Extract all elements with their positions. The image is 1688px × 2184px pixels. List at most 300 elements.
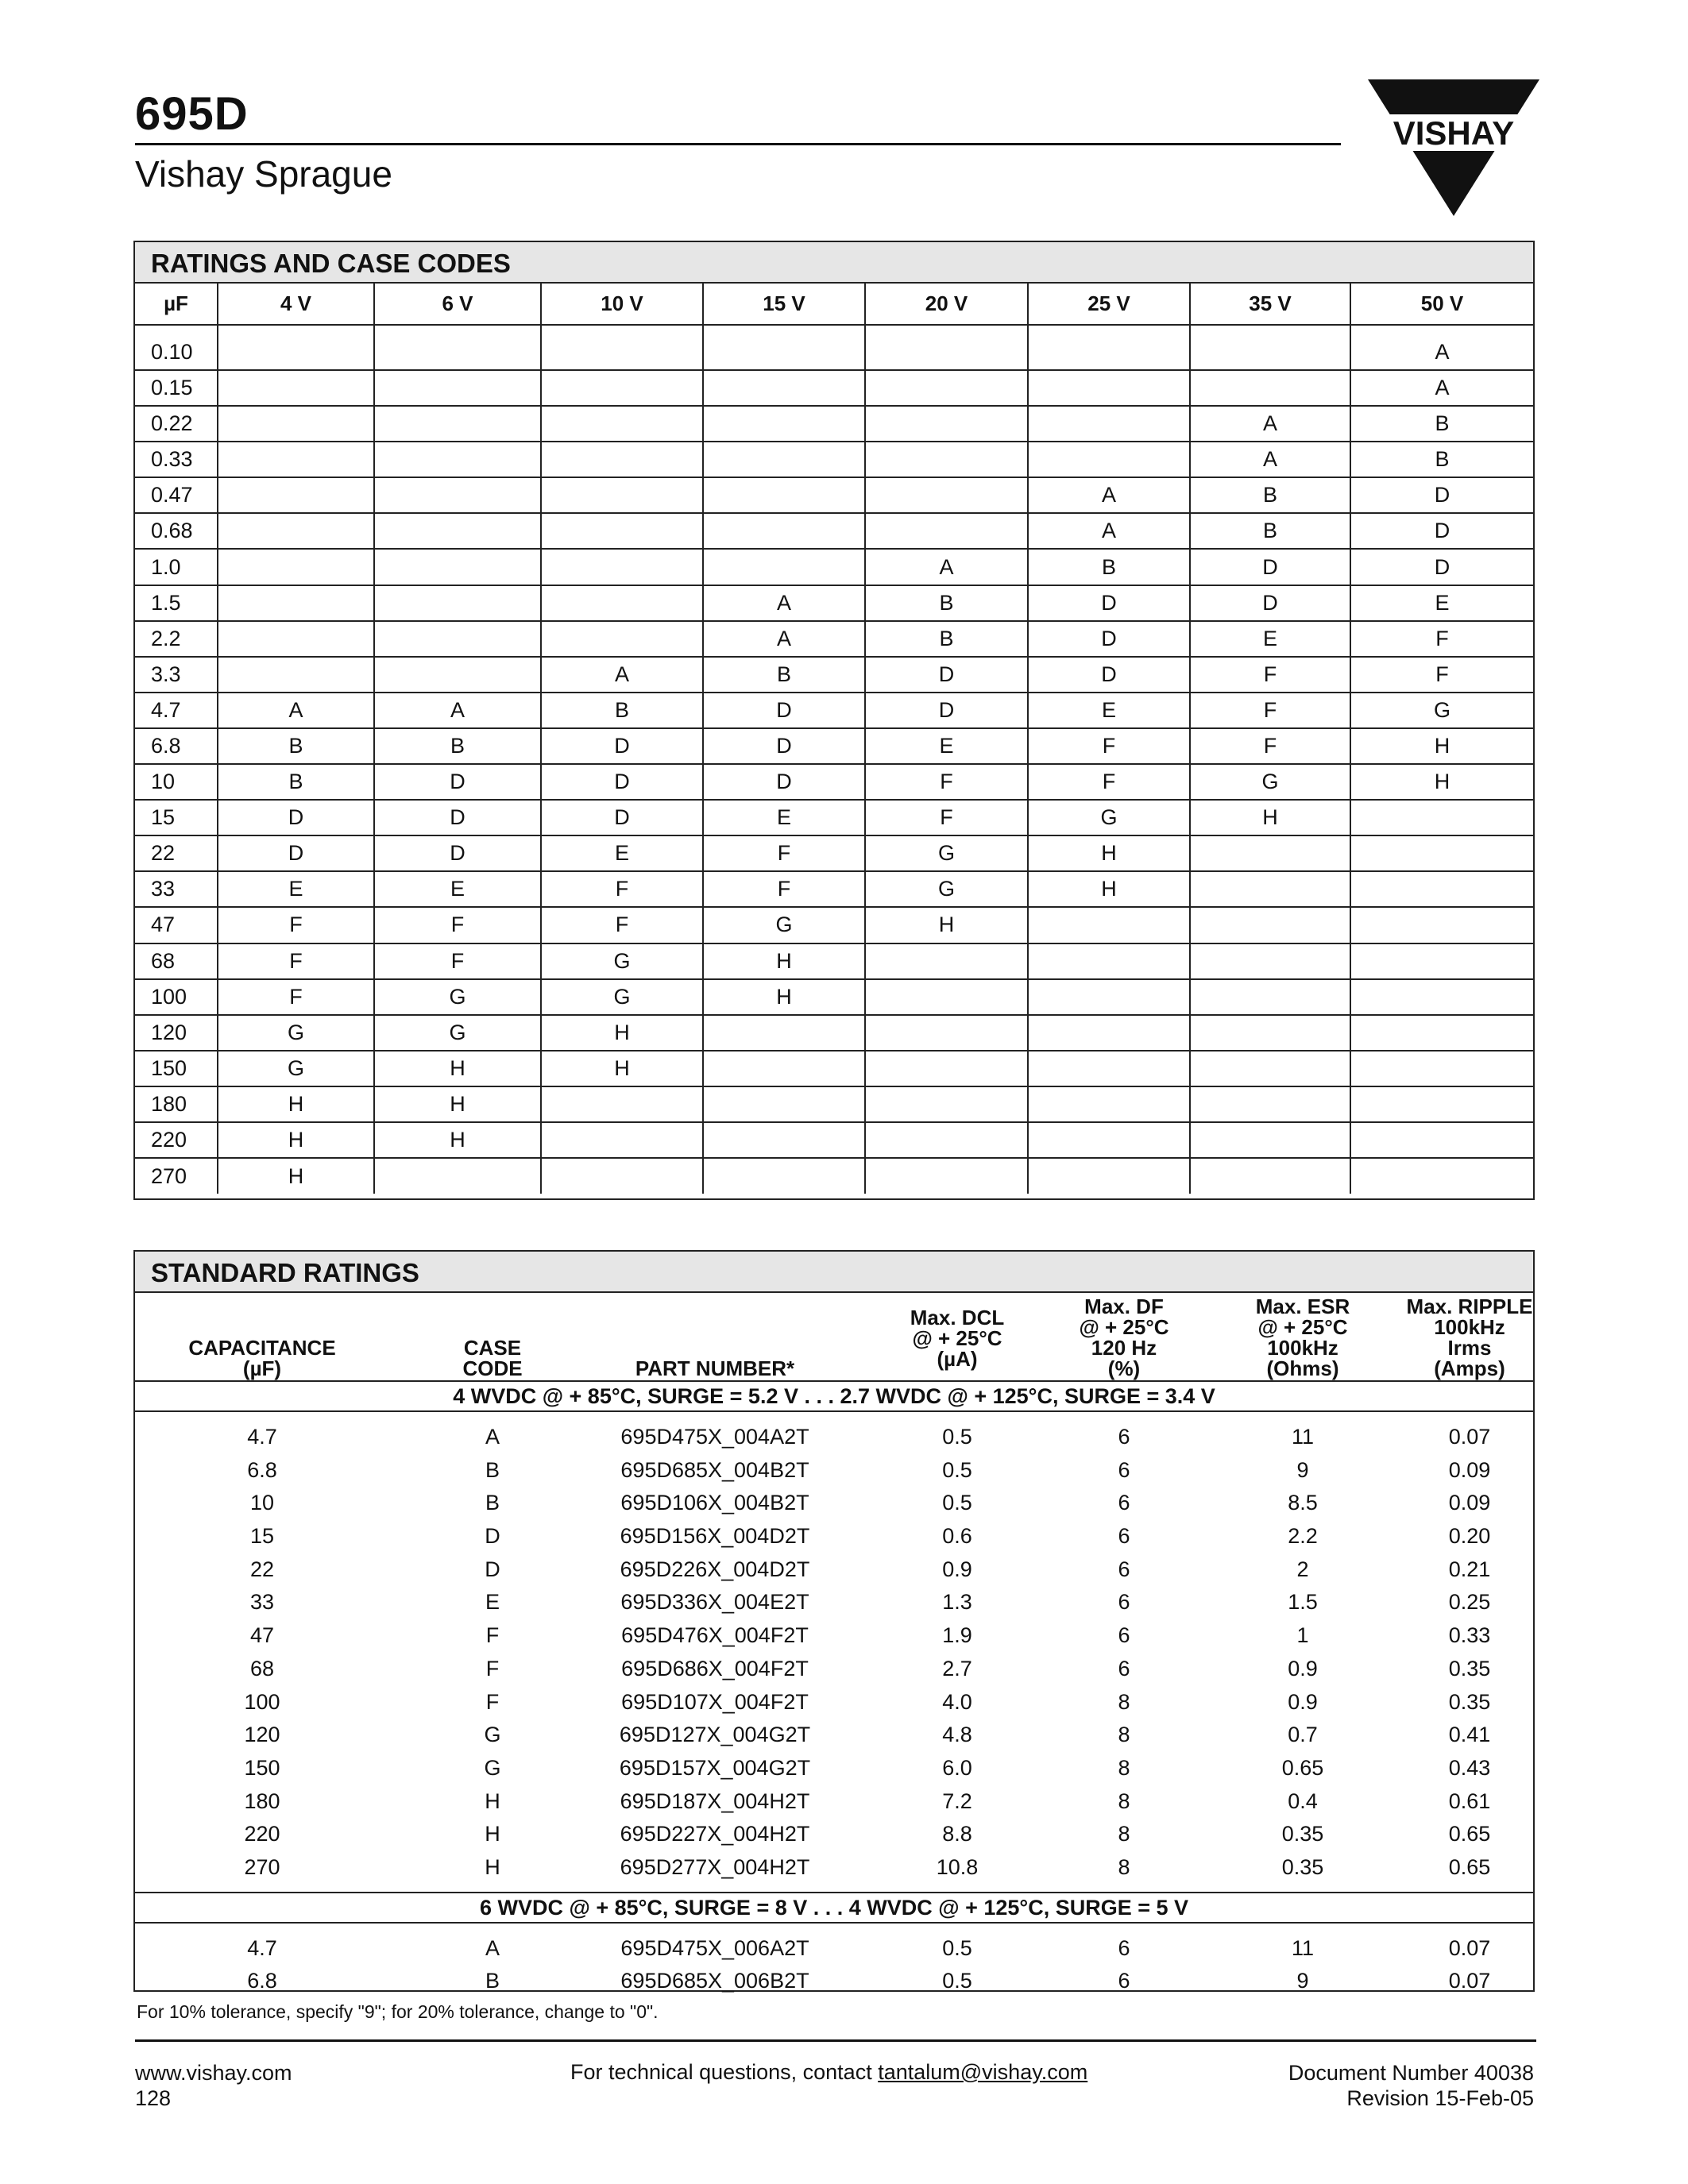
case-code-cell xyxy=(1350,943,1533,979)
case-code-cell: F xyxy=(1028,764,1190,800)
max-df-cell: 6 xyxy=(1118,1557,1130,1581)
header-line: (µA) xyxy=(937,1347,978,1371)
max-esr-cell: 0.65 xyxy=(1281,1755,1324,1780)
max-esr-cell: 0.9 xyxy=(1288,1689,1318,1714)
capacitance-value: 2.2 xyxy=(135,621,218,657)
case-code-cell: D xyxy=(485,1557,500,1581)
case-code-cell: G xyxy=(541,943,703,979)
capacitance-value: 180 xyxy=(135,1086,218,1122)
case-code-cell xyxy=(703,1086,865,1122)
part-number-cell: 695D476X_004F2T xyxy=(621,1623,809,1648)
max-dcl-cell: 0.5 xyxy=(942,1969,972,1993)
case-code-cell: F xyxy=(485,1656,500,1680)
case-code-cell: E xyxy=(865,728,1028,764)
header-line: Max. RIPPLE xyxy=(1406,1295,1533,1318)
capacitance-cell: 180 xyxy=(244,1788,280,1813)
case-code-cell xyxy=(541,621,703,657)
part-number-cell: 695D227X_004H2T xyxy=(620,1822,810,1846)
max-dcl-cell: 0.6 xyxy=(942,1524,972,1549)
capacitance-cell: 100 xyxy=(244,1689,280,1714)
case-code-cell: D xyxy=(541,728,703,764)
website-link[interactable]: www.vishay.com xyxy=(135,2061,292,2085)
case-code-cell: E xyxy=(1028,693,1190,728)
case-code-cell xyxy=(218,325,374,370)
case-code-cell: B xyxy=(1190,513,1350,549)
case-code-cell xyxy=(703,370,865,406)
case-code-cell: F xyxy=(1028,728,1190,764)
max-dcl-cell: 10.8 xyxy=(936,1854,979,1879)
case-code-cell: F xyxy=(541,907,703,943)
max-esr-cell: 8.5 xyxy=(1288,1491,1318,1515)
tolerance-footnote: For 10% tolerance, specify "9"; for 20% tolerance, change to "0". xyxy=(137,2001,659,2022)
case-code-cell xyxy=(374,621,541,657)
case-code-cell xyxy=(703,442,865,477)
case-code-cell xyxy=(1190,325,1350,370)
case-code-cell: F xyxy=(865,764,1028,800)
ratings-row xyxy=(135,406,1533,442)
capacitance-value: 120 xyxy=(135,1015,218,1051)
case-code-cell xyxy=(865,1122,1028,1158)
max-dcl-cell: 4.0 xyxy=(942,1689,972,1714)
revision-date: Revision 15-Feb-05 xyxy=(1346,2086,1534,2110)
case-code-cell: A xyxy=(703,585,865,621)
case-code-cell xyxy=(541,442,703,477)
header-part-number xyxy=(556,1358,874,1379)
case-code-cell: F xyxy=(1190,657,1350,693)
case-code-cell xyxy=(1028,370,1190,406)
case-code-cell xyxy=(541,370,703,406)
case-code-cell: G xyxy=(865,871,1028,907)
header-max-df xyxy=(1045,1296,1203,1379)
case-code-cell: D xyxy=(1350,477,1533,513)
case-code-cell xyxy=(1028,907,1190,943)
max-df-cell: 6 xyxy=(1118,1524,1130,1549)
max-dcl-cell: 0.5 xyxy=(942,1425,972,1449)
ratings-row xyxy=(135,835,1533,871)
case-code-cell xyxy=(374,442,541,477)
part-number-cell: 695D157X_004G2T xyxy=(619,1755,811,1780)
part-number-cell: 695D685X_006B2T xyxy=(620,1969,809,1993)
standard-ratings-title: STANDARD RATINGS xyxy=(135,1252,1533,1293)
case-code-cell: H xyxy=(374,1122,541,1158)
max-df-cell: 6 xyxy=(1118,1656,1130,1680)
ratings-row xyxy=(135,693,1533,728)
max-esr-cell: 9 xyxy=(1296,1457,1309,1482)
case-code-cell xyxy=(703,1051,865,1086)
ratings-row xyxy=(135,728,1533,764)
case-code-cell xyxy=(1190,1051,1350,1086)
ratings-row xyxy=(135,513,1533,549)
case-code-cell: D xyxy=(541,800,703,835)
case-code-cell: H xyxy=(1350,764,1533,800)
capacitance-value: 3.3 xyxy=(135,657,218,693)
case-code-cell xyxy=(865,325,1028,370)
case-code-cell: A xyxy=(1350,370,1533,406)
case-code-cell xyxy=(374,657,541,693)
max-ripple-cell: 0.41 xyxy=(1448,1723,1491,1747)
voltage-group-rows xyxy=(135,1412,1533,1892)
case-code-cell: G xyxy=(484,1755,501,1780)
max-dcl-cell: 0.9 xyxy=(942,1557,972,1581)
header-voltage: 50 V xyxy=(1350,284,1533,325)
case-code-cell: F xyxy=(1190,693,1350,728)
capacitance-cell: 4.7 xyxy=(247,1425,277,1449)
case-code-cell: H xyxy=(485,1788,500,1813)
ratings-row xyxy=(135,325,1533,370)
ratings-table xyxy=(135,284,1533,1194)
max-ripple-cell: 0.09 xyxy=(1448,1457,1491,1482)
ratings-row xyxy=(135,1015,1533,1051)
max-dcl-cell: 6.0 xyxy=(942,1755,972,1780)
case-code-cell: F xyxy=(703,871,865,907)
header-line: CODE xyxy=(462,1356,523,1380)
case-code-cell: D xyxy=(1028,585,1190,621)
max-ripple-cell: 0.35 xyxy=(1448,1656,1491,1680)
capacitance-cell: 10 xyxy=(249,1491,275,1515)
case-code-cell xyxy=(541,1086,703,1122)
ratings-row xyxy=(135,871,1533,907)
ratings-title: RATINGS AND CASE CODES xyxy=(135,242,1533,284)
max-ripple-cell: 0.33 xyxy=(1448,1623,1491,1648)
case-code-cell: F xyxy=(1190,728,1350,764)
case-code-cell: B xyxy=(865,585,1028,621)
max-ripple-cell: 0.43 xyxy=(1448,1755,1491,1780)
case-code-cell: B xyxy=(218,764,374,800)
capacitance-value: 0.22 xyxy=(135,406,218,442)
case-code-cell xyxy=(703,1015,865,1051)
case-code-cell: A xyxy=(485,1425,500,1449)
case-code-cell xyxy=(1350,979,1533,1015)
part-number-cell: 695D156X_004D2T xyxy=(620,1524,810,1549)
header-voltage: 15 V xyxy=(703,284,865,325)
max-esr-cell: 2.2 xyxy=(1288,1524,1318,1549)
capacitance-value: 68 xyxy=(135,943,218,979)
case-code-cell xyxy=(865,370,1028,406)
case-code-cell: A xyxy=(541,657,703,693)
case-code-cell xyxy=(218,657,374,693)
case-code-cell xyxy=(218,513,374,549)
case-code-cell xyxy=(541,406,703,442)
case-code-cell xyxy=(218,442,374,477)
case-code-cell xyxy=(1028,325,1190,370)
case-code-cell xyxy=(1350,871,1533,907)
capacitance-value: 0.10 xyxy=(135,325,218,370)
max-ripple-cell: 0.65 xyxy=(1448,1854,1491,1879)
header-line: 100kHz xyxy=(1434,1315,1505,1339)
max-esr-cell: 9 xyxy=(1296,1969,1309,1993)
max-esr-cell: 1.5 xyxy=(1288,1590,1318,1615)
case-code-cell xyxy=(541,325,703,370)
case-code-cell: D xyxy=(865,693,1028,728)
case-code-cell xyxy=(703,1122,865,1158)
case-code-cell: A xyxy=(485,1935,500,1960)
max-ripple-cell: 0.21 xyxy=(1448,1557,1491,1581)
case-code-cell xyxy=(218,406,374,442)
case-code-cell: B xyxy=(703,657,865,693)
max-df-cell: 6 xyxy=(1118,1425,1130,1449)
case-code-cell xyxy=(865,1015,1028,1051)
case-code-cell xyxy=(1190,871,1350,907)
header-voltage: 25 V xyxy=(1028,284,1190,325)
max-ripple-cell: 0.65 xyxy=(1448,1822,1491,1846)
case-code-cell: G xyxy=(374,979,541,1015)
table-row xyxy=(135,1966,1533,1999)
case-code-cell xyxy=(865,1051,1028,1086)
capacitance-value: 1.5 xyxy=(135,585,218,621)
case-code-cell xyxy=(865,979,1028,1015)
table-row xyxy=(135,1620,1533,1653)
capacitance-value: 220 xyxy=(135,1122,218,1158)
header-voltage: 6 V xyxy=(374,284,541,325)
part-number-cell: 695D106X_004B2T xyxy=(620,1491,809,1515)
case-code-cell: H xyxy=(703,943,865,979)
header-line: CAPACITANCE xyxy=(188,1336,336,1360)
case-code-cell: H xyxy=(374,1051,541,1086)
max-esr-cell: 0.9 xyxy=(1288,1656,1318,1680)
max-esr-cell: 11 xyxy=(1291,1935,1315,1960)
capacitance-value: 1.0 xyxy=(135,549,218,585)
case-code-cell: F xyxy=(865,800,1028,835)
header-line: 100kHz xyxy=(1267,1336,1338,1360)
part-number-cell: 695D685X_004B2T xyxy=(620,1457,809,1482)
case-code-cell: A xyxy=(865,549,1028,585)
case-code-cell xyxy=(1190,1158,1350,1194)
table-row xyxy=(135,1933,1533,1966)
case-code-cell: H xyxy=(485,1822,500,1846)
part-number-cell: 695D336X_004E2T xyxy=(620,1590,809,1615)
case-code-cell: E xyxy=(218,871,374,907)
case-code-cell: D xyxy=(703,693,865,728)
ratings-row xyxy=(135,979,1533,1015)
case-code-cell: H xyxy=(541,1051,703,1086)
max-dcl-cell: 8.8 xyxy=(942,1822,972,1846)
max-df-cell: 8 xyxy=(1118,1854,1130,1879)
case-code-cell xyxy=(865,1086,1028,1122)
case-code-cell xyxy=(1190,979,1350,1015)
case-code-cell xyxy=(1350,835,1533,871)
max-ripple-cell: 0.35 xyxy=(1448,1689,1491,1714)
vishay-logo xyxy=(1368,79,1539,216)
case-code-cell: E xyxy=(485,1590,500,1615)
max-df-cell: 6 xyxy=(1118,1590,1130,1615)
case-code-cell xyxy=(1028,979,1190,1015)
case-code-cell: D xyxy=(374,835,541,871)
max-df-cell: 6 xyxy=(1118,1491,1130,1515)
case-code-cell: B xyxy=(541,693,703,728)
capacitance-value: 0.33 xyxy=(135,442,218,477)
case-code-cell: B xyxy=(1028,549,1190,585)
capacitance-cell: 15 xyxy=(249,1524,275,1549)
max-dcl-cell: 2.7 xyxy=(942,1656,972,1680)
case-code-cell: D xyxy=(1190,585,1350,621)
case-code-cell xyxy=(865,442,1028,477)
table-row xyxy=(135,1521,1533,1554)
header-line: (Ohms) xyxy=(1266,1356,1339,1380)
case-code-cell: G xyxy=(703,907,865,943)
case-code-cell: F xyxy=(541,871,703,907)
case-code-cell: H xyxy=(1028,835,1190,871)
document-number: Document Number 40038 xyxy=(1288,2061,1534,2085)
case-code-cell: F xyxy=(218,943,374,979)
case-code-cell xyxy=(374,406,541,442)
case-code-cell: D xyxy=(374,764,541,800)
capacitance-value: 22 xyxy=(135,835,218,871)
header-max-dcl xyxy=(878,1307,1037,1369)
case-code-cell xyxy=(1028,943,1190,979)
capacitance-value: 47 xyxy=(135,907,218,943)
max-ripple-cell: 0.09 xyxy=(1448,1491,1491,1515)
header-voltage: 35 V xyxy=(1190,284,1350,325)
standard-ratings-header xyxy=(135,1293,1533,1380)
header-voltage: 10 V xyxy=(541,284,703,325)
max-esr-cell: 0.35 xyxy=(1281,1854,1324,1879)
ratings-row xyxy=(135,1051,1533,1086)
case-code-cell: F xyxy=(1350,657,1533,693)
case-code-cell: B xyxy=(218,728,374,764)
header-line: (µF) xyxy=(242,1356,282,1380)
document-title: 695D xyxy=(135,88,249,140)
max-df-cell: 8 xyxy=(1118,1788,1130,1813)
part-number-cell: 695D127X_004G2T xyxy=(619,1723,811,1747)
table-row xyxy=(135,1587,1533,1620)
max-dcl-cell: 4.8 xyxy=(942,1723,972,1747)
case-code-cell xyxy=(865,943,1028,979)
footer-right xyxy=(1288,2060,1534,2111)
case-code-cell: F xyxy=(374,943,541,979)
table-row xyxy=(135,1554,1533,1588)
header-line: 120 Hz xyxy=(1091,1336,1157,1360)
case-code-cell: F xyxy=(1350,621,1533,657)
max-ripple-cell: 0.61 xyxy=(1448,1788,1491,1813)
logo-text: VISHAY xyxy=(1393,114,1515,152)
case-code-cell xyxy=(865,1158,1028,1194)
case-code-cell xyxy=(541,1122,703,1158)
footer-contact xyxy=(570,2060,1087,2085)
case-code-cell xyxy=(1028,1122,1190,1158)
max-ripple-cell: 0.07 xyxy=(1448,1935,1491,1960)
table-row xyxy=(135,1488,1533,1521)
part-number-cell: 695D226X_004D2T xyxy=(620,1557,810,1581)
ratings-row xyxy=(135,549,1533,585)
case-code-cell xyxy=(1028,1086,1190,1122)
case-code-cell xyxy=(1350,1086,1533,1122)
case-code-cell xyxy=(541,513,703,549)
table-row xyxy=(135,1719,1533,1753)
footer-divider xyxy=(135,2039,1536,2042)
max-esr-cell: 2 xyxy=(1296,1557,1309,1581)
max-esr-cell: 0.35 xyxy=(1281,1822,1324,1846)
case-code-cell: F xyxy=(703,835,865,871)
case-code-cell xyxy=(1190,907,1350,943)
case-code-cell: B xyxy=(374,728,541,764)
table-row xyxy=(135,1786,1533,1819)
ratings-row xyxy=(135,1122,1533,1158)
header-capacitance-unit: µF xyxy=(135,284,218,325)
part-number-cell: 695D187X_004H2T xyxy=(620,1788,810,1813)
voltage-group-header: 4 WVDC @ + 85°C, SURGE = 5.2 V . . . 2.7 WVDC @ + 125°C, SURGE = 3.4 V xyxy=(135,1380,1533,1412)
table-row xyxy=(135,1653,1533,1687)
max-df-cell: 6 xyxy=(1118,1623,1130,1648)
ratings-row xyxy=(135,1086,1533,1122)
header-line: @ + 25°C xyxy=(1079,1315,1169,1339)
case-code-cell: H xyxy=(1350,728,1533,764)
part-number-cell: 695D277X_004H2T xyxy=(620,1854,810,1879)
header-line: CASE xyxy=(463,1336,522,1360)
case-code-cell xyxy=(541,549,703,585)
case-code-cell: B xyxy=(865,621,1028,657)
case-code-cell: E xyxy=(374,871,541,907)
ratings-row xyxy=(135,585,1533,621)
max-ripple-cell: 0.20 xyxy=(1448,1524,1491,1549)
case-code-cell: D xyxy=(485,1524,500,1549)
max-dcl-cell: 0.5 xyxy=(942,1491,972,1515)
case-code-cell: H xyxy=(1028,871,1190,907)
case-code-cell: D xyxy=(1350,513,1533,549)
header-line: @ + 25°C xyxy=(1257,1315,1348,1339)
page-number: 128 xyxy=(135,2086,172,2110)
case-code-cell: H xyxy=(218,1086,374,1122)
case-code-cell: B xyxy=(1350,442,1533,477)
capacitance-cell: 270 xyxy=(244,1854,280,1879)
case-code-cell xyxy=(374,325,541,370)
capacitance-cell: 22 xyxy=(249,1557,275,1581)
capacitance-value: 270 xyxy=(135,1158,218,1194)
capacitance-cell: 6.8 xyxy=(247,1457,277,1482)
table-row xyxy=(135,1687,1533,1720)
case-code-cell: B xyxy=(1190,477,1350,513)
case-code-cell: G xyxy=(484,1723,501,1747)
case-code-cell xyxy=(541,585,703,621)
max-ripple-cell: 0.07 xyxy=(1448,1969,1491,1993)
max-dcl-cell: 0.5 xyxy=(942,1457,972,1482)
ratings-row xyxy=(135,657,1533,693)
case-code-cell xyxy=(218,370,374,406)
case-code-cell: A xyxy=(218,693,374,728)
contact-text: For technical questions, contact xyxy=(570,2060,872,2084)
max-dcl-cell: 0.5 xyxy=(942,1935,972,1960)
case-code-cell: H xyxy=(541,1015,703,1051)
case-code-cell xyxy=(541,477,703,513)
case-code-cell: E xyxy=(1350,585,1533,621)
max-df-cell: 8 xyxy=(1118,1689,1130,1714)
case-code-cell: D xyxy=(703,728,865,764)
header-line: (Amps) xyxy=(1434,1356,1505,1380)
header-max-esr xyxy=(1223,1296,1382,1379)
ratings-row xyxy=(135,621,1533,657)
ratings-row xyxy=(135,943,1533,979)
case-code-cell: H xyxy=(218,1122,374,1158)
capacitance-value: 0.47 xyxy=(135,477,218,513)
case-code-cell: B xyxy=(485,1969,500,1993)
capacitance-value: 150 xyxy=(135,1051,218,1086)
header-line: (%) xyxy=(1107,1356,1141,1380)
ratings-row xyxy=(135,370,1533,406)
capacitance-value: 6.8 xyxy=(135,728,218,764)
case-code-cell: H xyxy=(218,1158,374,1194)
ratings-row xyxy=(135,1158,1533,1194)
max-df-cell: 6 xyxy=(1118,1457,1130,1482)
capacitance-cell: 33 xyxy=(249,1590,275,1615)
document-subtitle: Vishay Sprague xyxy=(135,153,392,195)
case-code-cell: F xyxy=(218,979,374,1015)
case-code-cell xyxy=(218,549,374,585)
part-number-cell: 695D475X_006A2T xyxy=(620,1935,809,1960)
contact-email-link[interactable]: tantalum@vishay.com xyxy=(878,2060,1088,2084)
case-code-cell: F xyxy=(485,1689,500,1714)
case-code-cell: B xyxy=(1350,406,1533,442)
header-line: Irms xyxy=(1447,1336,1492,1360)
case-code-cell xyxy=(1028,1158,1190,1194)
